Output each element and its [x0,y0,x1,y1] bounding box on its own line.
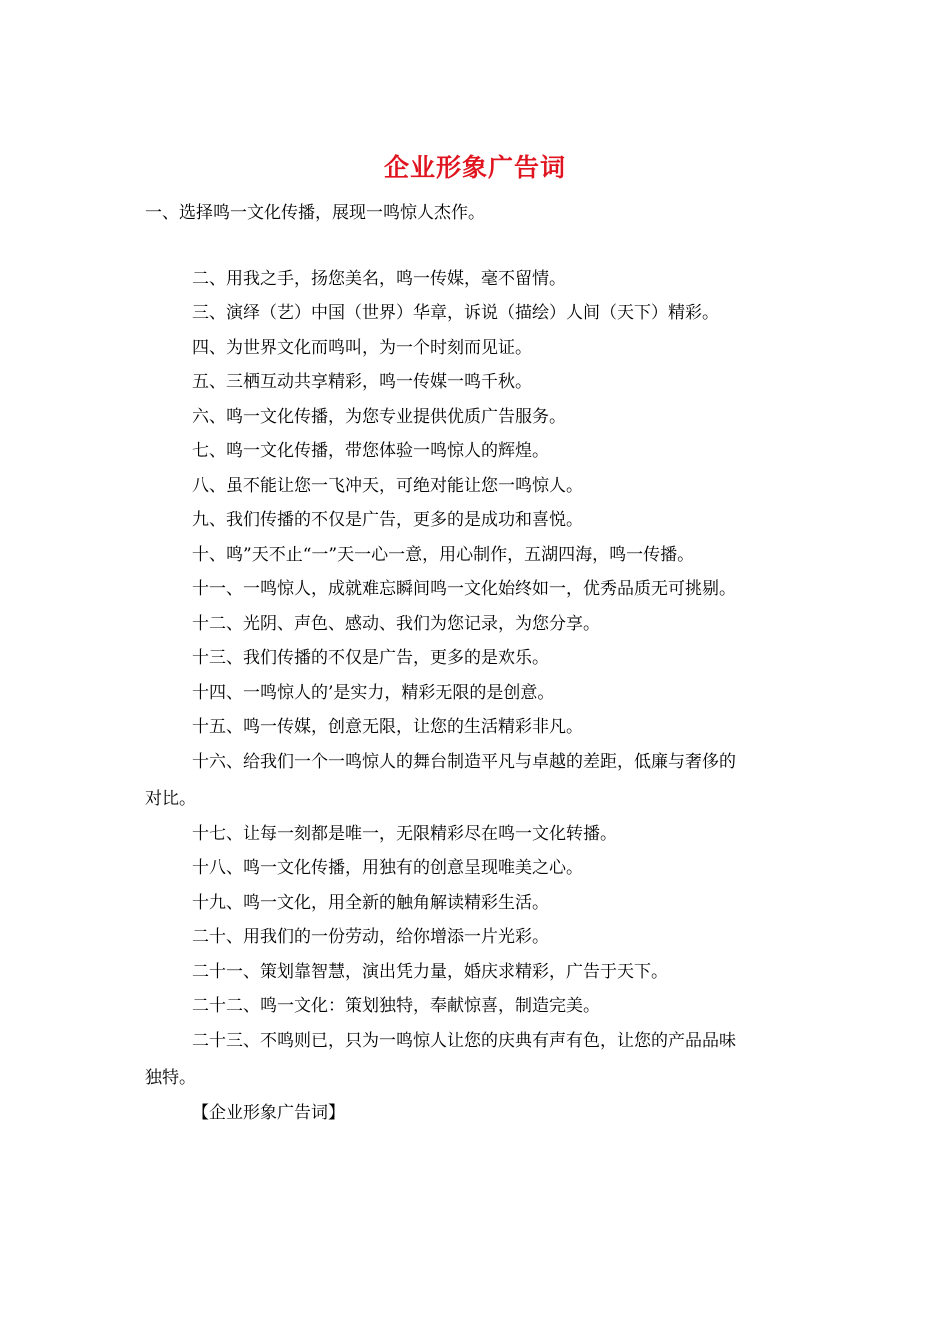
list-item: 十一、一鸣惊人，成就难忘瞬间鸣一文化始终如一，优秀品质无可挑剔。 [192,579,736,599]
list-item: 十、鸣”天不止“一”天一心一意，用心制作，五湖四海，鸣一传播。 [192,545,695,565]
list-item: 十二、光阴、声色、感动、我们为您记录，为您分享。 [192,614,600,634]
footer-label: 【企业形象广告词】 [192,1103,345,1123]
list-item: 六、鸣一文化传播，为您专业提供优质广告服务。 [192,407,566,427]
list-item: 二十一、策划靠智慧，演出凭力量，婚庆求精彩，广告于天下。 [192,962,668,982]
list-item-continuation: 对比。 [145,789,196,809]
list-item: 五、三栖互动共享精彩，鸣一传媒一鸣千秋。 [192,372,532,392]
list-item: 九、我们传播的不仅是广告，更多的是成功和喜悦。 [192,510,583,530]
intro-line: 一、选择鸣一文化传播，展现一鸣惊人杰作。 [145,203,485,223]
list-item: 二、用我之手，扬您美名，鸣一传媒，毫不留情。 [192,269,566,289]
list-item: 十六、给我们一个一鸣惊人的舞台制造平凡与卓越的差距，低廉与奢侈的 [192,752,736,772]
list-item: 二十、用我们的一份劳动，给你增添一片光彩。 [192,927,549,947]
list-item: 十八、鸣一文化传播，用独有的创意呈现唯美之心。 [192,858,583,878]
list-item: 十三、我们传播的不仅是广告，更多的是欢乐。 [192,648,549,668]
list-item: 二十三、不鸣则已，只为一鸣惊人让您的庆典有声有色，让您的产品品味 [192,1031,736,1051]
list-item: 十四、一鸣惊人的’是实力，精彩无限的是创意。 [192,683,555,703]
list-item: 七、鸣一文化传播，带您体验一鸣惊人的辉煌。 [192,441,549,461]
page-title: 企业形象广告词 [383,153,566,182]
list-item-continuation: 独特。 [145,1068,196,1088]
list-item: 二十二、鸣一文化：策划独特，奉献惊喜，制造完美。 [192,996,600,1016]
list-item: 十九、鸣一文化，用全新的触角解读精彩生活。 [192,893,549,913]
list-item: 四、为世界文化而鸣叫，为一个时刻而见证。 [192,338,532,358]
list-item: 十七、让每一刻都是唯一，无限精彩尽在鸣一文化转播。 [192,824,617,844]
list-item: 八、虽不能让您一飞冲天，可绝对能让您一鸣惊人。 [192,476,583,496]
list-item: 三、演绎（艺）中国（世界）华章，诉说（描绘）人间（天下）精彩。 [192,303,719,323]
list-item: 十五、鸣一传媒，创意无限，让您的生活精彩非凡。 [192,717,583,737]
